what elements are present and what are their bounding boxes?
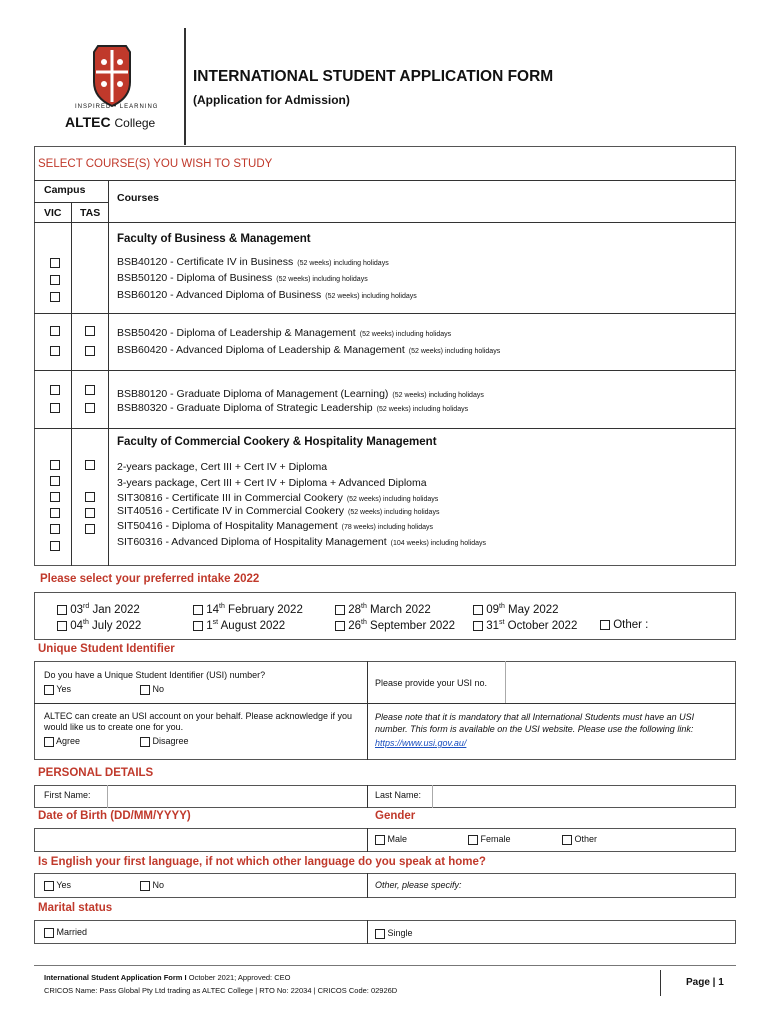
faculty-business-heading: Faculty of Business & Management [117,233,311,245]
married-option[interactable]: Married [44,927,87,938]
english-no-option[interactable]: No [140,880,164,891]
course-checkbox-tas[interactable] [85,346,95,356]
english-yes-option[interactable]: Yes [44,880,71,891]
intake-option[interactable]: 03rd Jan 2022 [57,603,140,616]
intake-option[interactable]: 04th July 2022 [57,619,141,632]
header-divider [184,28,186,145]
intake-option[interactable]: 1st August 2022 [193,619,285,632]
usi-provide-label: Please provide your USI no. [375,678,488,688]
course-checkbox-vic[interactable] [50,346,60,356]
logo-motto: INSPIRED • LEARNING [75,104,159,110]
usi-link[interactable]: https://www.usi.gov.au/ [375,738,467,748]
courses-label: Courses [117,192,160,204]
intake-option[interactable]: 14th February 2022 [193,603,303,616]
gender-female-option[interactable]: Female [468,834,511,845]
dob-label: Date of Birth (DD/MM/YYYY) [38,810,191,822]
gender-label: Gender [375,810,416,822]
logo-name: ALTEC [65,114,111,130]
tas-label: TAS [80,207,101,219]
gender-male-option[interactable]: Male [375,834,407,845]
course-checkbox-vic[interactable] [50,258,60,268]
usi-note: Please note that it is mandatory that all International Students must have an USI number. This form is available on the USI website. Please use the following link: [375,712,695,734]
vic-label: VIC [44,207,62,219]
usi-disagree-option[interactable]: Disagree [140,736,189,747]
intake-option[interactable]: 09th May 2022 [473,603,559,616]
course-checkbox-tas[interactable] [85,385,95,395]
course-checkbox-tas[interactable] [85,508,95,518]
last-name-label: Last Name: [375,790,422,800]
course-item: BSB80320 - Graduate Diploma of Strategic Leadership (52 weeks) including holidays [117,402,469,414]
marital-heading: Marital status [38,902,113,914]
usi-no-option[interactable]: No [140,684,164,695]
intake-option[interactable]: 28th March 2022 [335,603,431,616]
course-checkbox-vic[interactable] [50,476,60,486]
course-checkbox-vic[interactable] [50,492,60,502]
footer-cricos: CRICOS Name: Pass Global Pty Ltd trading as ALTEC College | RTO No: 22034 | CRICOS Code: 02926D [44,986,398,995]
campus-label: Campus [44,184,86,196]
course-checkbox-vic[interactable] [50,326,60,336]
course-checkbox-vic[interactable] [50,385,60,395]
course-checkbox-vic[interactable] [50,460,60,470]
courses-heading: SELECT COURSE(S) YOU WISH TO STUDY [38,158,273,170]
course-item: SIT30816 - Certificate III in Commercial Cookery (52 weeks) including holidays [117,492,439,504]
course-item: 3-years package, Cert III + Cert IV + Diploma + Advanced Diploma [117,477,427,489]
course-item: BSB40120 - Certificate IV in Business (52 weeks) including holidays [117,256,389,268]
course-item: BSB80120 - Graduate Diploma of Management (Learning) (52 weeks) including holidays [117,388,484,400]
logo-sub: College [114,116,156,130]
intake-option[interactable]: 31st October 2022 [473,619,577,632]
intake-heading: Please select your preferred intake 2022 [40,573,260,585]
gender-other-option[interactable]: Other [562,834,597,845]
usi-question: Do you have a Unique Student Identifier (USI) number? [44,670,266,680]
course-item: BSB50420 - Diploma of Leadership & Management (52 weeks) including holidays [117,327,452,339]
first-name-label: First Name: [44,790,91,800]
usi-create-text: ALTEC can create an USI account on your behalf. Please acknowledge if you would like us to create one for you. [44,711,353,732]
course-checkbox-tas[interactable] [85,460,95,470]
course-checkbox-vic[interactable] [50,403,60,413]
course-checkbox-vic[interactable] [50,292,60,302]
usi-yes-option[interactable]: Yes [44,684,71,695]
course-item: BSB60120 - Advanced Diploma of Business (52 weeks) including holidays [117,289,417,301]
course-checkbox-tas[interactable] [85,524,95,534]
course-checkbox-tas[interactable] [85,403,95,413]
course-checkbox-vic[interactable] [50,508,60,518]
page-number: Page | 1 [686,977,724,988]
intake-box [34,592,736,640]
course-checkbox-tas[interactable] [85,492,95,502]
course-checkbox-tas[interactable] [85,326,95,336]
course-checkbox-vic[interactable] [50,541,60,551]
course-item: BSB60420 - Advanced Diploma of Leadership & Management (52 weeks) including holidays [117,344,501,356]
single-option[interactable]: Single [375,928,413,939]
course-item: SIT40516 - Certificate IV in Commercial Cookery (52 weeks) including holidays [117,505,440,517]
footer-form-name: International Student Application Form I October 2021; Approved: CEO [44,973,291,982]
intake-option[interactable]: 26th September 2022 [335,619,455,632]
other-language-label: Other, please specify: [375,880,462,890]
course-item: SIT50416 - Diploma of Hospitality Management (78 weeks) including holidays [117,520,434,532]
course-checkbox-vic[interactable] [50,275,60,285]
page-title: INTERNATIONAL STUDENT APPLICATION FORM [193,68,554,85]
usi-agree-option[interactable]: Agree [44,736,80,747]
personal-heading: PERSONAL DETAILS [38,767,154,779]
intake-other[interactable]: Other : [600,619,648,631]
english-question: Is English your first language, if not which other language do you speak at home? [38,856,486,868]
faculty-cookery-heading: Faculty of Commercial Cookery & Hospitality Management [117,436,437,448]
page-subtitle: (Application for Admission) [193,93,350,107]
college-logo [60,42,165,134]
course-item: SIT60316 - Advanced Diploma of Hospitality Management (104 weeks) including holidays [117,536,486,548]
course-item: 2-years package, Cert III + Cert IV + Diploma [117,461,328,473]
course-item: BSB50120 - Diploma of Business (52 weeks) including holidays [117,272,368,284]
usi-heading: Unique Student Identifier [38,643,175,655]
course-checkbox-vic[interactable] [50,524,60,534]
